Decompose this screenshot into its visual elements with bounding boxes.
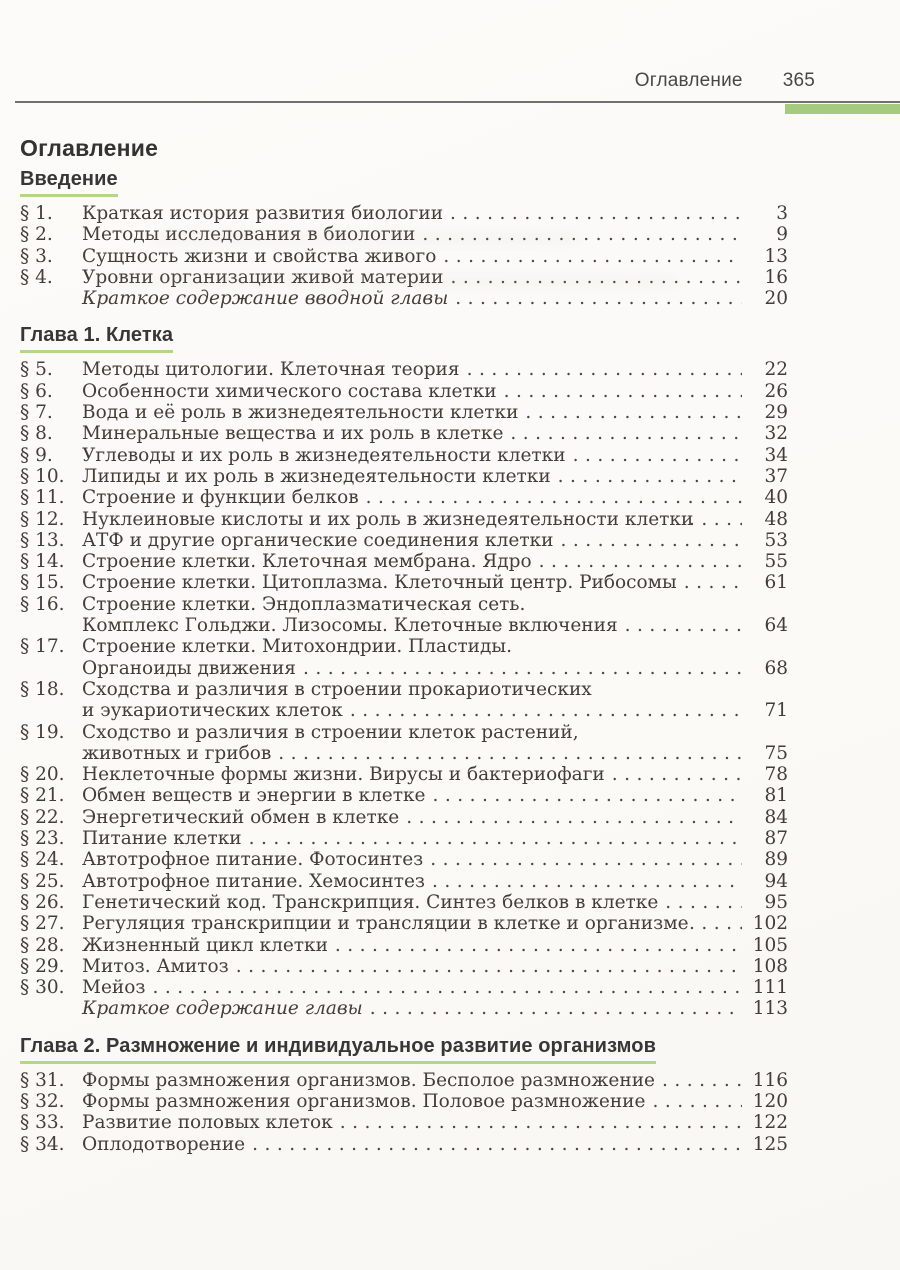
entry-title: Уровни организации живой материи: [82, 266, 444, 288]
entry-title: Неклеточные формы жизни. Вирусы и бактериофаги: [82, 764, 605, 786]
toc-entry-row: [20, 828, 788, 849]
chapter-heading: Глава 2. Размножение и индивидуальное развитие организмов: [20, 1034, 656, 1064]
entry-number: § 32.: [20, 1090, 65, 1112]
entry-number: § 18.: [20, 678, 65, 700]
entry-page-number: 116: [752, 1069, 788, 1091]
entry-title: Развитие половых клеток: [82, 1112, 333, 1134]
toc-entry-row: [20, 509, 788, 530]
toc-entry-row: [20, 487, 788, 508]
entry-page-number: 84: [764, 806, 788, 828]
entry-number: § 11.: [20, 487, 65, 509]
toc-entry-row: [20, 658, 788, 679]
toc-entry-row: [20, 998, 788, 1019]
entry-number: § 27.: [20, 913, 65, 935]
dot-leader: [684, 572, 742, 593]
toc-entry-row: [20, 1112, 788, 1133]
entry-number: § 12.: [20, 508, 65, 530]
entry-number: § 13.: [20, 529, 65, 551]
entry-title: Формы размножения организмов. Половое размножение: [82, 1090, 646, 1112]
entry-page-number: 29: [764, 402, 788, 424]
running-head-page-number: 365: [782, 70, 815, 91]
dot-leader: [366, 487, 742, 508]
entry-title: Энергетический обмен в клетке: [82, 806, 400, 828]
toc-entry-row: [20, 288, 788, 309]
entry-number: § 17.: [20, 636, 65, 658]
entry-number: § 19.: [20, 721, 65, 743]
dot-leader: [450, 267, 742, 288]
toc-entry-row: [20, 871, 788, 892]
entry-number: § 5.: [20, 359, 53, 381]
entry-title: Краткая история развития биологии: [82, 203, 444, 224]
entry-page-number: 13: [764, 245, 788, 267]
toc-entry-row: [20, 1091, 788, 1112]
entry-number: § 7.: [20, 402, 53, 424]
toc-entry-row: [20, 913, 788, 934]
dot-leader: [539, 551, 742, 572]
entry-title: Строение клетки. Эндоплазматическая сеть.: [82, 593, 526, 615]
chapter-heading: Введение: [20, 167, 118, 197]
entry-title: Липиды и их роль в жизнедеятельности клетки: [82, 465, 551, 487]
running-head-rule: [15, 101, 900, 103]
toc-entry-row: [20, 572, 788, 593]
page-title: Оглавление: [20, 135, 159, 161]
entry-number: § 3.: [20, 245, 53, 267]
entry-number: § 16.: [20, 593, 65, 615]
toc-entry-row: [20, 267, 788, 288]
dot-leader: [573, 445, 742, 466]
dot-leader: [467, 359, 742, 380]
entry-page-number: 64: [764, 615, 788, 637]
entry-number: § 20.: [20, 764, 65, 786]
entry-number: § 10.: [20, 465, 65, 487]
entry-page-number: 120: [752, 1090, 788, 1112]
entry-page-number: 81: [764, 785, 788, 807]
entry-title: Углеводы и их роль в жизнедеятельности клетки: [82, 444, 566, 466]
entry-title: Мейоз: [82, 977, 146, 999]
entry-number: § 34.: [20, 1133, 65, 1155]
dot-leader: [422, 224, 742, 245]
entry-number: § 4.: [20, 266, 53, 288]
entry-title: Краткое содержание главы: [82, 998, 363, 1020]
entry-page-number: 26: [764, 380, 788, 402]
entry-title: АТФ и другие органические соединения клетки: [82, 529, 554, 551]
dot-leader: [450, 203, 742, 224]
entry-number: § 30.: [20, 977, 65, 999]
entry-number: § 14.: [20, 551, 65, 573]
toc-entry-row: [20, 246, 788, 267]
toc-entry-row: [20, 679, 788, 700]
entry-page-number: 48: [764, 508, 788, 530]
entry-title: Сходство и различия в строении клеток растений,: [82, 721, 579, 743]
entry-title: Строение и функции белков: [82, 487, 359, 509]
entry-page-number: 55: [764, 551, 788, 573]
entry-title: животных и грибов: [82, 742, 272, 764]
toc-entry-row: [20, 700, 788, 721]
dot-leader: [510, 423, 742, 444]
running-head-section-label: Оглавление: [634, 70, 743, 91]
entry-number: § 33.: [20, 1112, 65, 1134]
toc-entry-row: [20, 636, 788, 657]
toc-entry-row: [20, 785, 788, 806]
dot-leader: [340, 1112, 742, 1133]
toc-entry-row: [20, 1134, 788, 1155]
toc-entry-row: [20, 956, 788, 977]
dot-leader: [558, 466, 742, 487]
entry-title: Строение клетки. Цитоплазма. Клеточный центр. Рибосомы: [82, 572, 677, 594]
toc-entry-row: [20, 203, 788, 224]
entry-page-number: 111: [752, 977, 788, 999]
entry-number: § 8.: [20, 423, 53, 445]
entry-page-number: 32: [764, 423, 788, 445]
entry-number: § 15.: [20, 572, 65, 594]
entry-title: Регуляция транскрипции и трансляции в клетке и организме: [82, 913, 689, 935]
toc-rows: [20, 203, 788, 309]
entry-title: Митоз. Амитоз: [82, 955, 229, 977]
entry-title: Строение клетки. Клеточная мембрана. Ядро: [82, 551, 532, 573]
entry-title: Вода и её роль в жизнедеятельности клетки: [82, 402, 519, 424]
toc-entry-row: [20, 807, 788, 828]
toc-entry-row: [20, 977, 788, 998]
dot-leader: [689, 913, 742, 934]
toc-entry-row: [20, 551, 788, 572]
entry-page-number: 78: [764, 764, 788, 786]
entry-number: § 9.: [20, 444, 53, 466]
dot-leader: [652, 1091, 742, 1112]
entry-page-number: 68: [764, 657, 788, 679]
toc-rows: [20, 1070, 788, 1155]
entry-page-number: 113: [752, 998, 788, 1020]
toc-entry-row: [20, 764, 788, 785]
toc-entry-row: [20, 615, 788, 636]
entry-title: Формы размножения организмов. Бесполое размножение: [82, 1069, 655, 1091]
entry-title: Строение клетки. Митохондрии. Пластиды.: [82, 636, 512, 658]
entry-number: § 1.: [20, 203, 53, 224]
dot-leader: [525, 402, 742, 423]
entry-title: Комплекс Гольджи. Лизосомы. Клеточные включения: [82, 615, 618, 637]
dot-leader: [612, 764, 742, 785]
entry-page-number: 61: [764, 572, 788, 594]
entry-page-number: 3: [776, 203, 788, 224]
entry-page-number: 87: [764, 828, 788, 850]
entry-page-number: 16: [764, 266, 788, 288]
entry-page-number: 20: [764, 288, 788, 310]
entry-title: Методы цитологии. Клеточная теория: [82, 359, 460, 381]
toc-entry-row: [20, 402, 788, 423]
dot-leader: [662, 1070, 742, 1091]
entry-title: Оплодотворение: [82, 1133, 246, 1155]
entry-page-number: 102: [752, 913, 788, 935]
entry-page-number: 75: [764, 742, 788, 764]
dot-leader: [665, 892, 742, 913]
dot-leader: [430, 849, 742, 870]
entry-number: § 25.: [20, 870, 65, 892]
entry-page-number: 94: [764, 870, 788, 892]
toc-entry-row: [20, 466, 788, 487]
entry-title: Обмен веществ и энергии в клетке: [82, 785, 426, 807]
chapter-heading: Глава 1. Клетка: [20, 323, 173, 353]
toc-entry-row: [20, 1070, 788, 1091]
entry-number: § 29.: [20, 955, 65, 977]
entry-title: Сходства и различия в строении прокариотических: [82, 678, 592, 700]
dot-leader: [689, 509, 742, 530]
dot-leader: [303, 658, 742, 679]
toc-entry-row: [20, 530, 788, 551]
entry-title: и эукариотических клеток: [82, 700, 343, 722]
entry-number: § 28.: [20, 934, 65, 956]
entry-title: Питание клетки: [82, 828, 242, 850]
entry-page-number: 89: [764, 849, 788, 871]
toc-section: [20, 161, 788, 309]
toc-entry-row: [20, 594, 788, 615]
entry-page-number: 125: [752, 1133, 788, 1155]
entry-title: Жизненный цикл клетки: [82, 934, 328, 956]
toc-sections: [20, 161, 788, 1155]
toc-entry-row: [20, 722, 788, 743]
entry-title: Генетический код. Транскрипция. Синтез белков в клетке: [82, 891, 659, 913]
toc-section: [20, 317, 788, 1019]
entry-page-number: 105: [752, 934, 788, 956]
entry-title: Сущность жизни и свойства живого: [82, 245, 437, 267]
entry-page-number: 108: [752, 955, 788, 977]
entry-number: § 24.: [20, 849, 65, 871]
entry-page-number: 34: [764, 444, 788, 466]
toc-entry-row: [20, 224, 788, 245]
entry-page-number: 53: [764, 529, 788, 551]
toc-entry-row: [20, 359, 788, 380]
dot-leader: [252, 1134, 742, 1155]
entry-page-number: 22: [764, 359, 788, 381]
entry-title: Автотрофное питание. Фотосинтез: [82, 849, 424, 871]
dot-leader: [350, 700, 742, 721]
dot-leader: [443, 246, 742, 267]
running-head: [0, 70, 815, 92]
entry-title: Органоиды движения: [82, 657, 296, 679]
entry-title: Особенности химического состава клетки: [82, 380, 497, 402]
entry-title: Краткое содержание вводной главы: [82, 288, 449, 310]
dot-leader: [433, 785, 743, 806]
entry-page-number: 122: [752, 1112, 788, 1134]
dot-leader: [406, 807, 742, 828]
entry-page-number: 37: [764, 465, 788, 487]
entry-page-number: 95: [764, 891, 788, 913]
dot-leader: [504, 381, 742, 402]
dot-leader: [249, 828, 742, 849]
toc-section: [20, 1028, 788, 1155]
entry-title: Минеральные вещества и их роль в клетке: [82, 423, 504, 445]
entry-page-number: 71: [764, 700, 788, 722]
toc-entry-row: [20, 935, 788, 956]
entry-number: § 26.: [20, 891, 65, 913]
entry-number: § 21.: [20, 785, 65, 807]
dot-leader: [278, 743, 742, 764]
toc-entry-row: [20, 892, 788, 913]
dot-leader: [560, 530, 742, 551]
corner-accent-bar: [785, 104, 900, 114]
entry-number: § 23.: [20, 828, 65, 850]
toc-entry-row: [20, 849, 788, 870]
entry-number: § 2.: [20, 224, 53, 246]
dot-leader: [236, 956, 742, 977]
entry-number: § 31.: [20, 1069, 65, 1091]
entry-title: Нуклеиновые кислоты и их роль в жизнедеятельности клетки: [82, 508, 694, 530]
table-of-contents: [20, 135, 788, 1155]
toc-entry-row: [20, 423, 788, 444]
dot-leader: [335, 935, 742, 956]
entry-page-number: 9: [776, 224, 788, 246]
entry-title: Автотрофное питание. Хемосинтез: [82, 870, 426, 892]
entry-page-number: 40: [764, 487, 788, 509]
dot-leader: [625, 615, 742, 636]
toc-entry-row: [20, 381, 788, 402]
entry-number: § 6.: [20, 380, 53, 402]
entry-number: § 22.: [20, 806, 65, 828]
toc-entry-row: [20, 445, 788, 466]
dot-leader: [432, 871, 742, 892]
dot-leader: [152, 977, 742, 998]
dot-leader: [455, 288, 742, 309]
toc-rows: [20, 359, 788, 1019]
toc-entry-row: [20, 743, 788, 764]
entry-title: Методы исследования в биологии: [82, 224, 416, 246]
dot-leader: [370, 998, 742, 1019]
